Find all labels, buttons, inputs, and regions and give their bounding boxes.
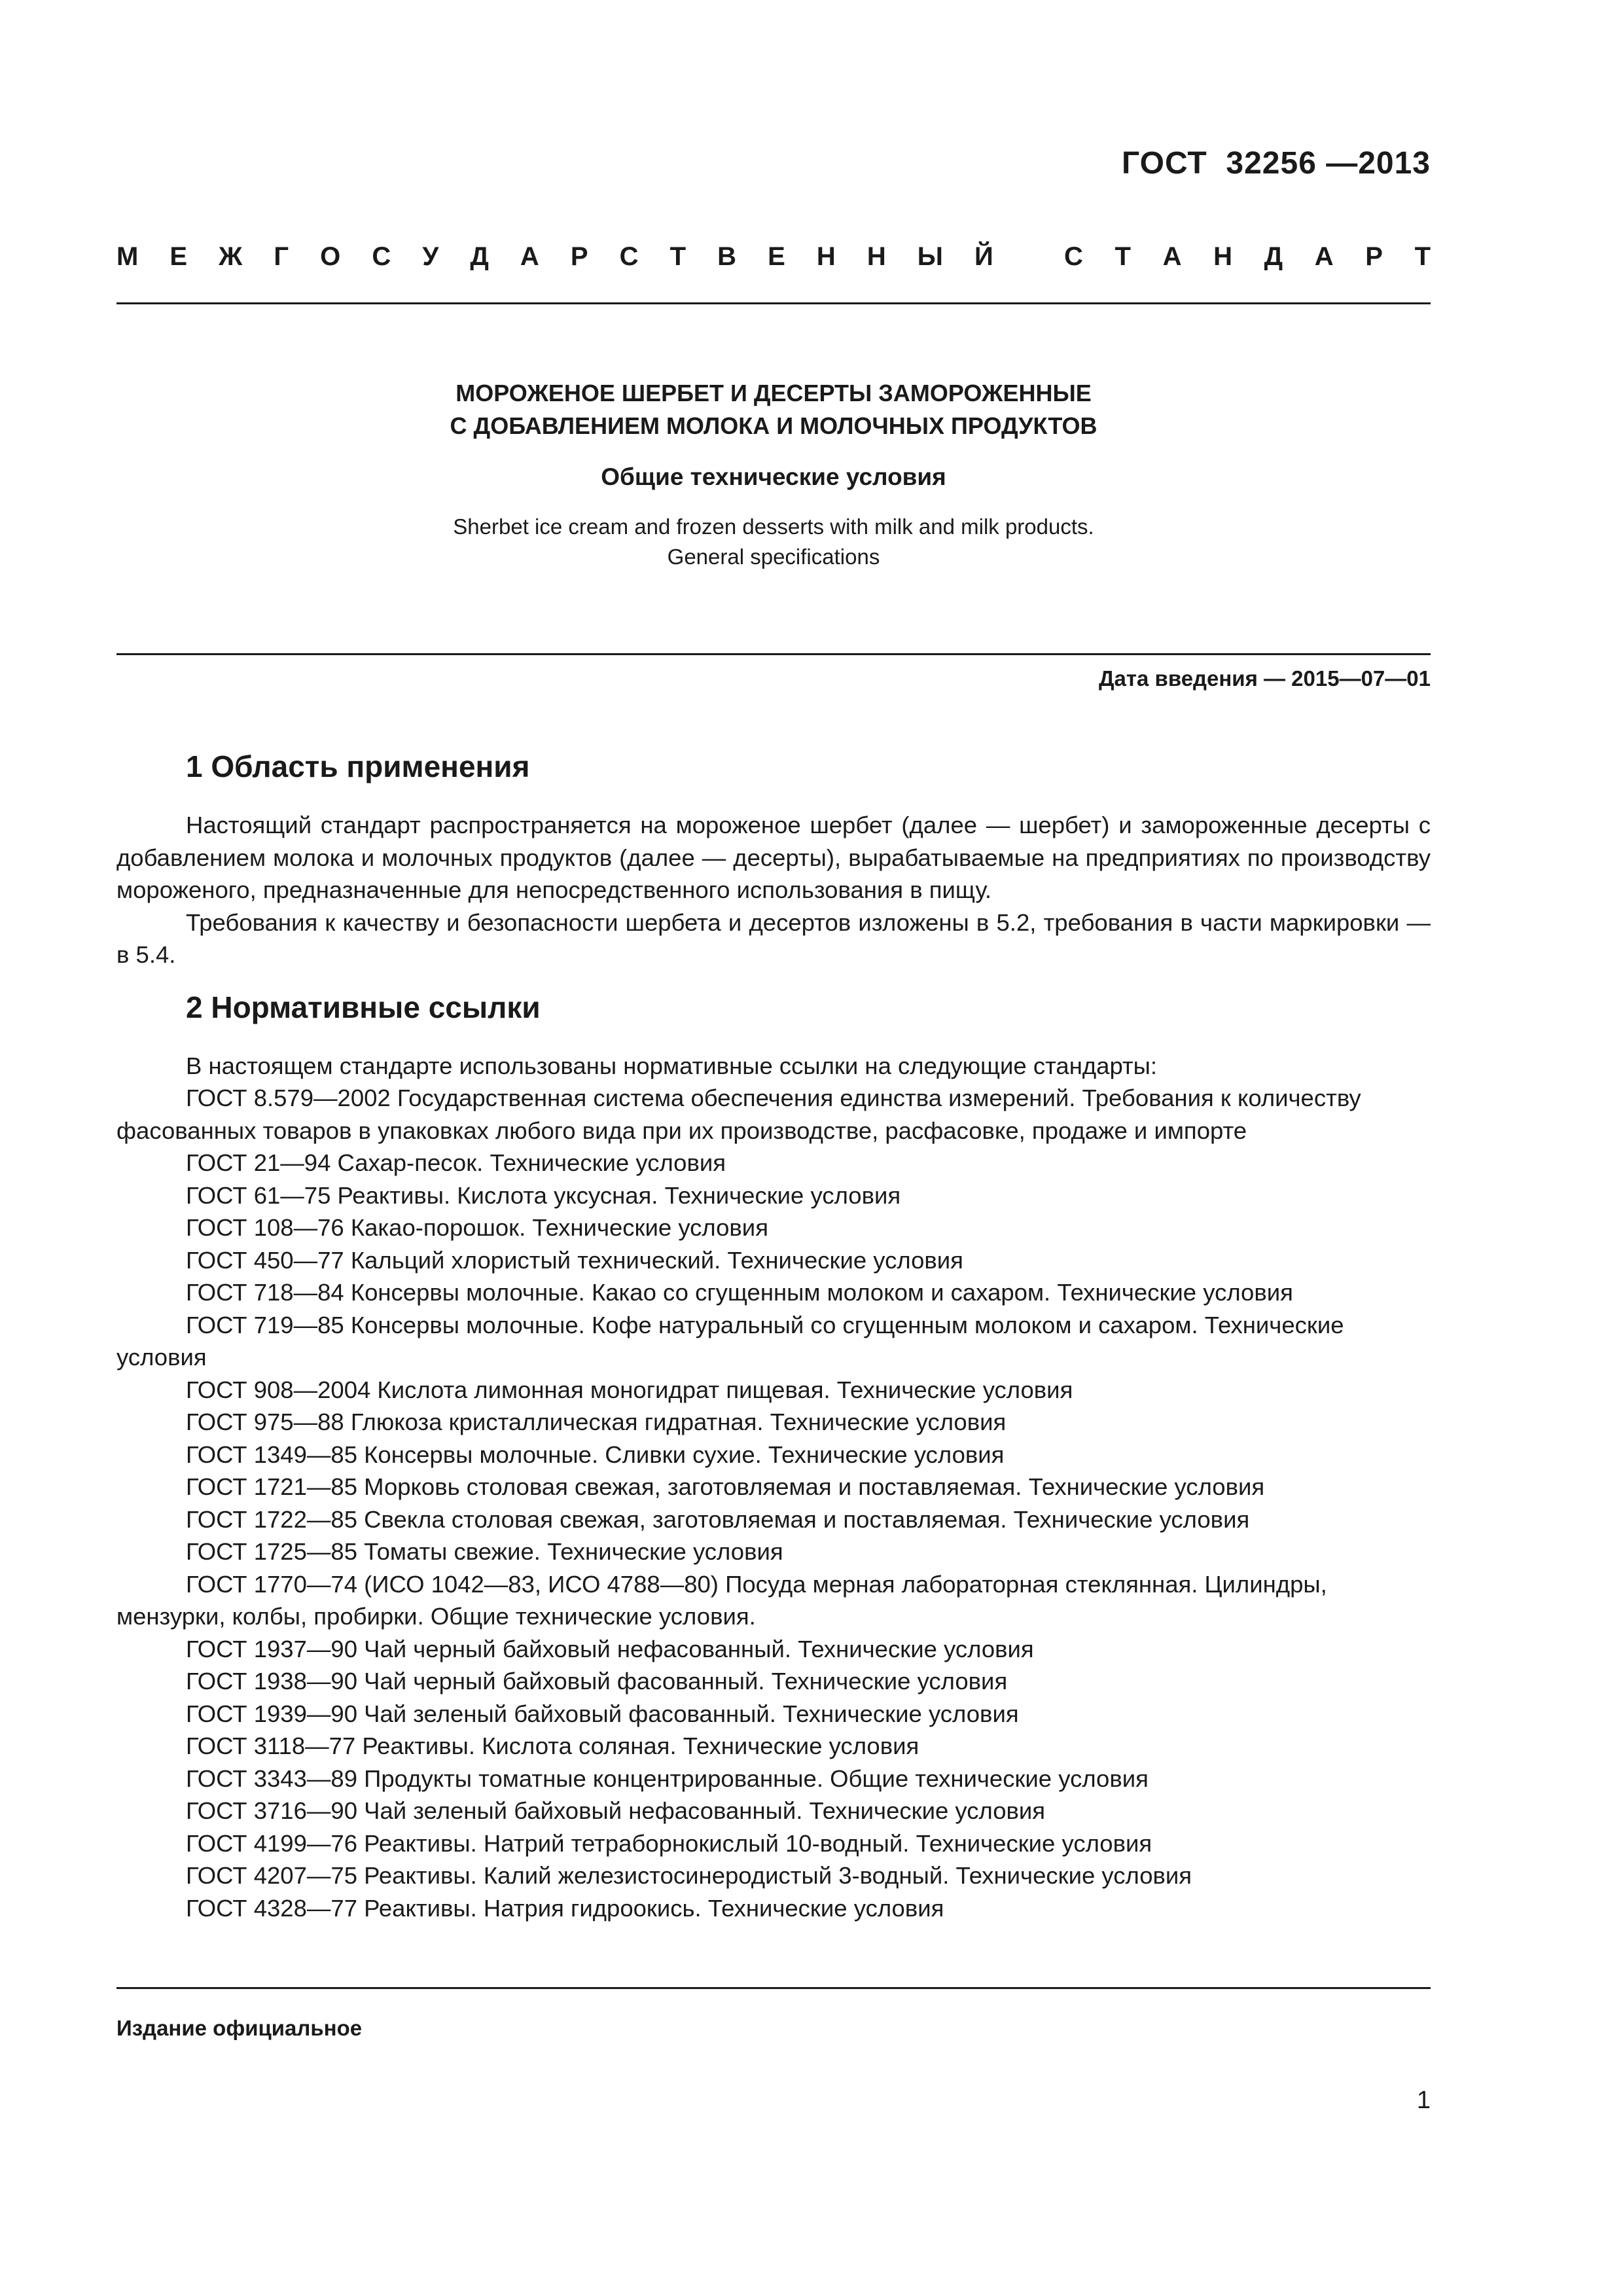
reference-item: ГОСТ 975—88 Глюкоза кристаллическая гидратная. Технические условия <box>186 1408 1007 1435</box>
references-intro: В настоящем стандарте использованы нормативные ссылки на следующие стандарты: <box>186 1052 1158 1079</box>
banner-letter: А <box>1162 242 1182 271</box>
title-block <box>116 377 1431 572</box>
english-title-line: General specifications <box>667 545 880 569</box>
banner-letter: Ж <box>219 242 243 271</box>
banner-letter: Р <box>1365 242 1383 271</box>
reference-item: ГОСТ 1725—85 Томаты свежие. Технические условия <box>186 1538 783 1565</box>
reference-item: ГОСТ 1770—74 (ИСО 1042—83, ИСО 4788—80) Посуда мерная лабораторная стеклянная. Цилиндры, мензурки, колбы, пробирки. Общие технические условия. <box>116 1570 1327 1630</box>
banner-letter: С <box>1064 242 1083 271</box>
reference-item: ГОСТ 3716—90 Чай зеленый байховый нефасованный. Технические условия <box>186 1797 1046 1824</box>
reference-item: ГОСТ 3118—77 Реактивы. Кислота соляная. Технические условия <box>186 1732 919 1759</box>
english-title-line: Sherbet ice cream and frozen desserts with milk and milk products. <box>453 514 1094 539</box>
banner-letter: Р <box>570 242 588 271</box>
document-subtitle: Общие технические условия <box>601 463 946 490</box>
reference-item: ГОСТ 1722—85 Свекла столовая свежая, заготовляемая и поставляемая. Технические условия <box>186 1505 1250 1533</box>
banner-letter: А <box>1314 242 1334 271</box>
body-paragraph: Настоящий стандарт распространяется на мороженое шербет (далее — шербет) и замороженные десерты с добавлением молока и молочных продуктов (далее — десерты), вырабатываемые на предприятиях по производству мороженого, предназначенные для непосредственного использования в пищу. <box>116 812 1431 903</box>
banner-word-standard <box>1064 242 1431 272</box>
banner-letter: Г <box>274 242 289 271</box>
reference-item: ГОСТ 4207—75 Реактивы. Калий железистосинеродистый 3-водный. Технические условия <box>186 1862 1192 1889</box>
banner-letter: Т <box>1414 242 1431 271</box>
reference-item: ГОСТ 21—94 Сахар-песок. Технические условия <box>186 1149 726 1176</box>
title-divider <box>116 653 1431 655</box>
document-title-line: МОРОЖЕНОЕ ШЕРБЕТ И ДЕСЕРТЫ ЗАМОРОЖЕННЫЕ <box>455 380 1092 406</box>
header-divider <box>116 302 1431 304</box>
banner-letter: Н <box>1213 242 1232 271</box>
footer-divider <box>116 1987 1431 1989</box>
banner-letter: В <box>717 242 736 271</box>
banner-word-interstate <box>116 242 993 272</box>
interstate-standard-banner <box>116 242 1431 272</box>
page-number: 1 <box>1416 2087 1431 2114</box>
banner-letter: А <box>520 242 539 271</box>
banner-letter: Н <box>866 242 886 271</box>
reference-item: ГОСТ 1939—90 Чай зеленый байховый фасованный. Технические условия <box>186 1700 1019 1727</box>
introduction-date: Дата введения — 2015—07—01 <box>1099 666 1431 691</box>
reference-item: ГОСТ 719—85 Консервы молочные. Кофе натуральный со сгущенным молоком и сахаром. Технические условия <box>116 1311 1344 1371</box>
reference-item: ГОСТ 1938—90 Чай черный байховый фасованный. Технические условия <box>186 1668 1008 1695</box>
banner-letter: Й <box>974 242 993 271</box>
section-heading-normative-references: 2 Нормативные ссылки <box>186 990 541 1024</box>
banner-letter: Д <box>470 242 489 271</box>
official-edition-label: Издание официальное <box>116 2016 363 2040</box>
banner-letter: Т <box>1115 242 1131 271</box>
banner-letter: О <box>320 242 341 271</box>
banner-letter: Д <box>1264 242 1283 271</box>
reference-item: ГОСТ 1349—85 Консервы молочные. Сливки сухие. Технические условия <box>186 1441 1005 1468</box>
banner-letter: С <box>372 242 391 271</box>
banner-letter: Е <box>768 242 785 271</box>
document-body <box>116 746 1431 1924</box>
reference-item: ГОСТ 718—84 Консервы молочные. Какао со сгущенным молоком и сахаром. Технические условия <box>186 1279 1293 1306</box>
document-code: ГОСТ 32256 —2013 <box>1122 146 1431 181</box>
section-heading-scope: 1 Область применения <box>186 749 530 783</box>
banner-letter: Н <box>816 242 836 271</box>
banner-letter: Т <box>669 242 687 271</box>
reference-item: ГОСТ 1721—85 Морковь столовая свежая, заготовляемая и поставляемая. Технические условия <box>186 1473 1265 1500</box>
banner-letter: С <box>619 242 639 271</box>
reference-item: ГОСТ 108—76 Какао-порошок. Технические условия <box>186 1214 768 1241</box>
reference-item: ГОСТ 908—2004 Кислота лимонная моногидрат пищевая. Технические условия <box>186 1376 1073 1403</box>
reference-item: ГОСТ 3343—89 Продукты томатные концентрированные. Общие технические условия <box>186 1765 1149 1792</box>
reference-item: ГОСТ 4328—77 Реактивы. Натрия гидроокись. Технические условия <box>186 1894 944 1922</box>
reference-item: ГОСТ 1937—90 Чай черный байховый нефасованный. Технические условия <box>186 1635 1034 1662</box>
banner-letter: Ы <box>917 242 943 271</box>
banner-letter: У <box>422 242 439 271</box>
banner-letter: М <box>116 242 139 271</box>
document-title-line: С ДОБАВЛЕНИЕМ МОЛОКА И МОЛОЧНЫХ ПРОДУКТОВ <box>450 412 1097 439</box>
reference-list <box>116 1082 1431 1924</box>
banner-letter: Е <box>169 242 188 271</box>
reference-item: ГОСТ 8.579—2002 Государственная система обеспечения единства измерений. Требования к количеству фасованных товаров в упаковках любого вида при их производстве, расфасовке, продаже и импорте <box>116 1085 1361 1144</box>
body-paragraph: Требования к качеству и безопасности шербета и десертов изложены в 5.2, требования в части маркировки — в 5.4. <box>116 908 1431 968</box>
reference-item: ГОСТ 4199—76 Реактивы. Натрий тетраборнокислый 10-водный. Технические условия <box>186 1829 1152 1857</box>
reference-item: ГОСТ 450—77 Кальций хлористый технический. Технические условия <box>186 1246 963 1274</box>
reference-item: ГОСТ 61—75 Реактивы. Кислота уксусная. Технические условия <box>186 1181 901 1209</box>
